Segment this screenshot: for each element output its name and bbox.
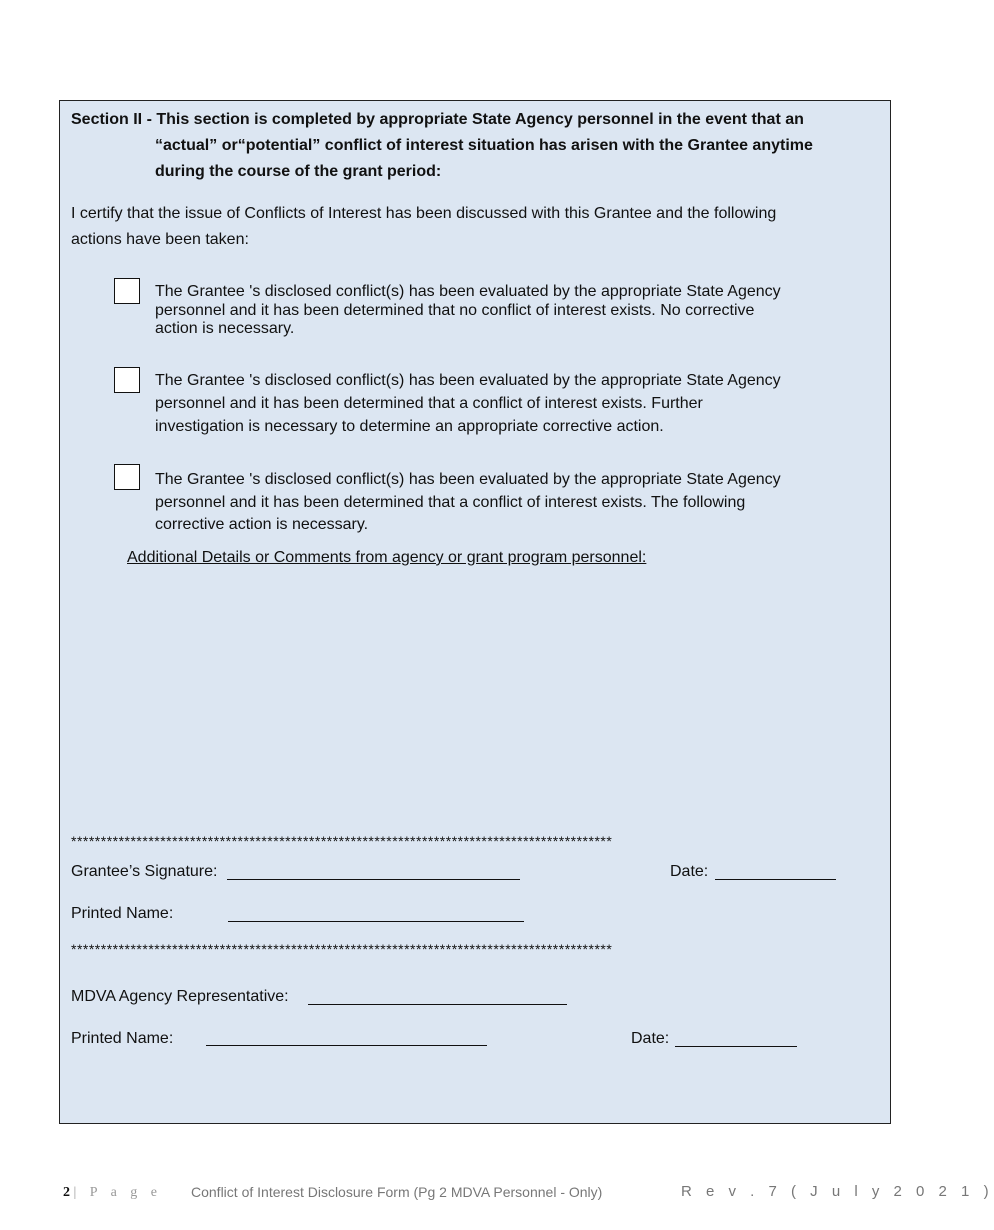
option-line: corrective action is necessary. xyxy=(155,516,369,533)
agency-printed-name-label: Printed Name: xyxy=(71,1030,174,1047)
section-heading-line3: during the course of the grant period: xyxy=(155,163,442,180)
separator-line: ******************************************************************************************* xyxy=(71,833,613,849)
agency-rep-signature-field[interactable] xyxy=(308,1004,567,1005)
option-line: investigation is necessary to determine an appropriate corrective action. xyxy=(155,418,664,435)
page-number-label xyxy=(63,1185,162,1201)
separator-line: ******************************************************************************************* xyxy=(71,941,613,957)
section-ii-panel xyxy=(59,100,891,1124)
option-line: personnel and it has been determined that a conflict of interest exists. Further xyxy=(155,395,703,412)
option-line: The Grantee 's disclosed conflict(s) has been evaluated by the appropriate State Agency xyxy=(155,283,781,300)
agency-date-label: Date: xyxy=(631,1030,670,1047)
checkbox-no-conflict[interactable] xyxy=(114,278,140,304)
agency-date-field[interactable] xyxy=(675,1046,797,1047)
grantee-printed-name-field[interactable] xyxy=(228,921,524,922)
agency-rep-label: MDVA Agency Representative: xyxy=(71,988,289,1005)
option-further-investigation-text xyxy=(155,369,781,438)
page-number: 2 xyxy=(63,1185,70,1200)
option-line: action is necessary. xyxy=(155,320,295,337)
section-heading-line1: Section II - This section is completed by appropriate State Agency personnel in the event that an xyxy=(71,111,804,128)
certify-text-line1: I certify that the issue of Conflicts of Interest has been discussed with this Grantee and the following xyxy=(71,205,777,222)
checkbox-corrective-action[interactable] xyxy=(114,464,140,490)
form-title: Conflict of Interest Disclosure Form (Pg 2 MDVA Personnel - Only) xyxy=(191,1184,603,1200)
revision-label: R e v . 7 ( J u l y 2 0 2 1 ) xyxy=(681,1183,994,1200)
grantee-signature-field[interactable] xyxy=(227,879,520,880)
certify-text-line2: actions have been taken: xyxy=(71,231,249,248)
page-word: | P a g e xyxy=(73,1185,162,1200)
option-no-conflict-text xyxy=(155,283,781,339)
option-line: personnel and it has been determined that no conflict of interest exists. No corrective xyxy=(155,301,755,319)
comments-label: Additional Details or Comments from agency or grant program personnel: xyxy=(127,549,647,566)
option-corrective-action-text xyxy=(155,469,781,537)
agency-printed-name-field[interactable] xyxy=(206,1045,487,1046)
grantee-signature-label: Grantee’s Signature: xyxy=(71,863,218,880)
checkbox-further-investigation[interactable] xyxy=(114,367,140,393)
option-line: The Grantee 's disclosed conflict(s) has been evaluated by the appropriate State Agency xyxy=(155,471,781,488)
option-line: personnel and it has been determined that a conflict of interest exists. The following xyxy=(155,493,746,511)
grantee-printed-name-label: Printed Name: xyxy=(71,905,174,922)
grantee-date-label: Date: xyxy=(670,863,709,880)
comments-area[interactable] xyxy=(71,581,871,821)
grantee-date-field[interactable] xyxy=(715,879,836,880)
section-heading-line2: “actual” or“potential” conflict of interest situation has arisen with the Grantee anytime xyxy=(155,137,813,154)
option-line: The Grantee 's disclosed conflict(s) has been evaluated by the appropriate State Agency xyxy=(155,372,781,389)
